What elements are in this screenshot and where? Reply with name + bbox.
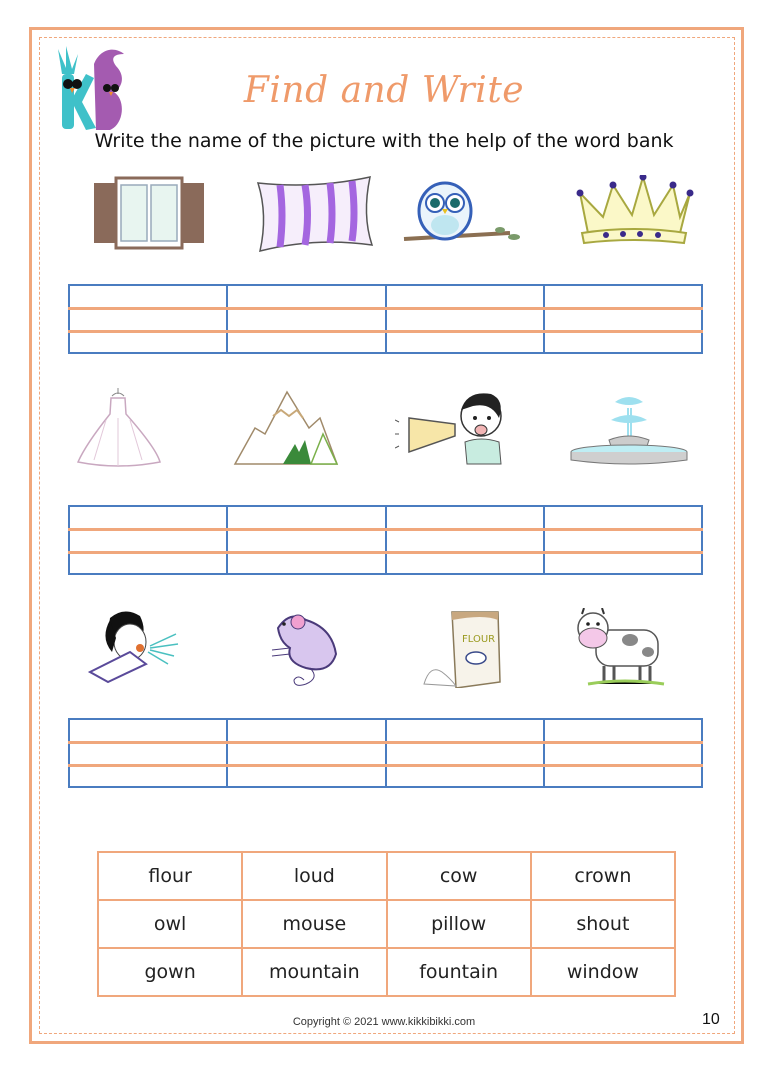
answer-box[interactable]: [228, 720, 386, 786]
answer-box[interactable]: [70, 286, 228, 352]
writing-lines-row-1: [68, 284, 703, 354]
writing-lines-row-3: [68, 718, 703, 788]
page-title: Find and Write: [243, 70, 525, 111]
instructions: Write the name of the picture with the help of the word bank: [94, 130, 674, 152]
word-bank: [97, 851, 676, 997]
answer-box[interactable]: [545, 720, 701, 786]
answer-box[interactable]: [228, 507, 386, 573]
word-bank-cell: mouse: [242, 900, 386, 948]
crown-icon: [568, 175, 698, 255]
svg-text:FLOUR: FLOUR: [462, 634, 496, 645]
fountain-icon: [565, 388, 695, 468]
word-bank-cell: cow: [387, 852, 531, 900]
owl-icon: [400, 175, 530, 255]
copyright: Copyright © 2021 www.kikkibikki.com: [292, 1016, 476, 1028]
word-bank-cell: flour: [98, 852, 242, 900]
word-bank-cell: crown: [531, 852, 675, 900]
word-bank-cell: pillow: [387, 900, 531, 948]
loud-icon: [80, 608, 210, 688]
flour-icon: [410, 608, 540, 688]
answer-box[interactable]: [70, 720, 228, 786]
answer-box[interactable]: [387, 286, 545, 352]
writing-lines-row-2: [68, 505, 703, 575]
mountain-icon: [225, 388, 355, 468]
answer-box[interactable]: [545, 507, 701, 573]
word-bank-cell: gown: [98, 948, 242, 996]
window-icon: [84, 175, 214, 255]
answer-box[interactable]: [387, 720, 545, 786]
word-bank-cell: loud: [242, 852, 386, 900]
shout-icon: [395, 388, 525, 468]
answer-box[interactable]: [387, 507, 545, 573]
word-bank-cell: owl: [98, 900, 242, 948]
gown-icon: [56, 388, 186, 468]
word-bank-cell: shout: [531, 900, 675, 948]
cow-icon: [560, 608, 690, 688]
answer-box[interactable]: [70, 507, 228, 573]
answer-box[interactable]: [228, 286, 386, 352]
page-number: 10: [702, 1011, 720, 1028]
word-bank-cell: fountain: [387, 948, 531, 996]
mouse-icon: [250, 608, 380, 688]
word-bank-cell: window: [531, 948, 675, 996]
word-bank-cell: mountain: [242, 948, 386, 996]
pillow-icon: [250, 175, 380, 255]
answer-box[interactable]: [545, 286, 701, 352]
